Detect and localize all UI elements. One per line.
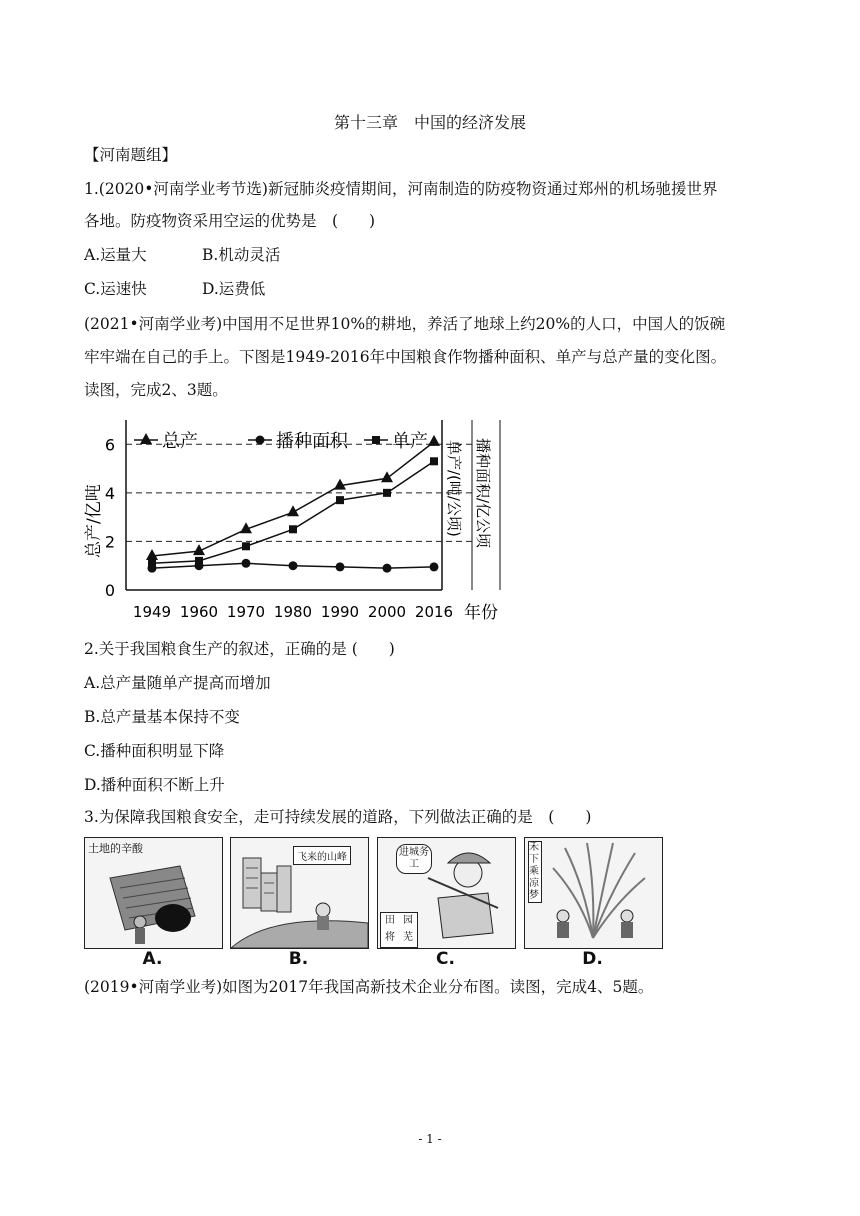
legend-label: 总产 <box>162 431 198 452</box>
circle-point <box>336 562 345 571</box>
x-tick-label: 1980 <box>273 603 313 621</box>
cartoon-a-label: A. <box>142 949 163 969</box>
legend-triangle-icon <box>140 433 152 444</box>
cartoon-a-caption: 土地的辛酸 <box>88 842 143 855</box>
legend-circle-icon <box>256 436 265 445</box>
triangle-point <box>146 549 158 560</box>
x-tick-label: 1949 <box>132 603 172 621</box>
square-point <box>336 496 344 504</box>
grain-production-chart <box>82 418 512 623</box>
x-tick-label: 2000 <box>367 603 407 621</box>
q1-option-a: A.运量大 <box>84 246 147 264</box>
intro-2021-line2: 牢牢端在自己的手上。下图是1949-2016年中国粮食作物播种面积、单产与总产量的变化图。 <box>84 348 727 366</box>
q2-option-a: A.总产量随单产提高而增加 <box>84 674 271 692</box>
q2-option-b: B.总产量基本保持不变 <box>84 708 240 726</box>
triangle-point <box>428 435 440 446</box>
sign-char-3: 将 <box>385 932 395 943</box>
square-point <box>430 457 438 465</box>
y-axis-label-right1: 单产/(吨/公顷) <box>445 440 463 537</box>
q1-stem-line2: 各地。防疫物资采用空运的优势是 ( ) <box>84 212 376 230</box>
intro-2021-line1: (2021•河南学业考)中国用不足世界10%的耕地，养活了地球上约20%的人口，中国人的饭碗 <box>84 315 726 333</box>
group-label: 【河南题组】 <box>84 146 178 164</box>
x-axis-extra-label: 年份 <box>464 603 498 623</box>
cartoon-d <box>524 837 663 949</box>
cartoon-d-caption: 禾下乘凉梦 <box>528 841 542 903</box>
q2-option-c: C.播种面积明显下降 <box>84 742 225 760</box>
q1-option-d: D.运费低 <box>202 280 266 298</box>
cartoon-d-label: D. <box>582 949 603 969</box>
q1-option-c: C.运速快 <box>84 280 147 298</box>
triangle-point <box>287 505 299 516</box>
cartoon-c-caption: 进城务工 <box>396 844 432 874</box>
x-tick-label: 1970 <box>226 603 266 621</box>
cartoon-b <box>230 837 369 949</box>
cartoon-c-label: C. <box>436 949 455 969</box>
cartoon-a <box>84 837 223 949</box>
square-point <box>242 542 250 550</box>
y-tick-label: 0 <box>104 581 116 600</box>
y-tick-label: 2 <box>104 532 116 552</box>
intro-2021-line3: 读图，完成2、3题。 <box>84 381 228 399</box>
legend-label: 播种面积 <box>276 431 348 452</box>
x-tick-label: 1990 <box>320 603 360 621</box>
x-tick-label: 2016 <box>414 603 454 621</box>
triangle-point <box>334 479 346 490</box>
legend-label: 单产 <box>392 431 428 452</box>
circle-point <box>242 559 251 568</box>
sign-char-1: 田 <box>385 915 395 926</box>
y-tick-label: 4 <box>104 483 116 503</box>
circle-point <box>430 562 439 571</box>
square-point <box>383 489 391 497</box>
circle-point <box>289 561 298 570</box>
y-axis-label-right2: 播种面积/亿公顷 <box>474 438 492 549</box>
q3-stem: 3.为保障我国粮食安全，走可持续发展的道路，下列做法正确的是 ( ) <box>84 808 592 826</box>
y-axis-label-left: 总产/亿吨 <box>84 484 104 558</box>
page-title: 第十三章 中国的经济发展 <box>333 113 526 132</box>
cartoon-b-label: B. <box>288 949 309 969</box>
q1-stem-line1: 1.(2020•河南学业考节选)新冠肺炎疫情期间，河南制造的防疫物资通过郑州的机场驰援世界 <box>84 180 718 198</box>
circle-point <box>383 564 392 573</box>
x-tick-label: 1960 <box>179 603 219 621</box>
sign-char-4: 芜 <box>403 932 413 943</box>
circle-point <box>195 561 204 570</box>
circle-point <box>148 564 157 573</box>
cartoon-c <box>377 837 516 949</box>
cartoon-b-caption: 飞来的山峰 <box>293 846 351 865</box>
q2-option-d: D.播种面积不断上升 <box>84 776 225 794</box>
page-number: - 1 - <box>418 1132 442 1146</box>
sign-char-2: 园 <box>403 915 413 926</box>
q2-stem: 2.关于我国粮食生产的叙述，正确的是 ( ) <box>84 640 395 658</box>
triangle-point <box>381 471 393 482</box>
giant-rice-illustration <box>525 838 662 948</box>
abandoned-field-sign <box>380 912 418 948</box>
q1-option-b: B.机动灵活 <box>202 246 281 264</box>
intro-2019: (2019•河南学业考)如图为2017年我国高新技术企业分布图。读图，完成4、5题。 <box>84 978 654 996</box>
y-tick-label: 6 <box>104 435 116 455</box>
q3-cartoon-options <box>84 837 640 972</box>
square-point <box>289 525 297 533</box>
series-line-triangle <box>152 442 434 556</box>
legend-square-icon <box>372 436 380 444</box>
